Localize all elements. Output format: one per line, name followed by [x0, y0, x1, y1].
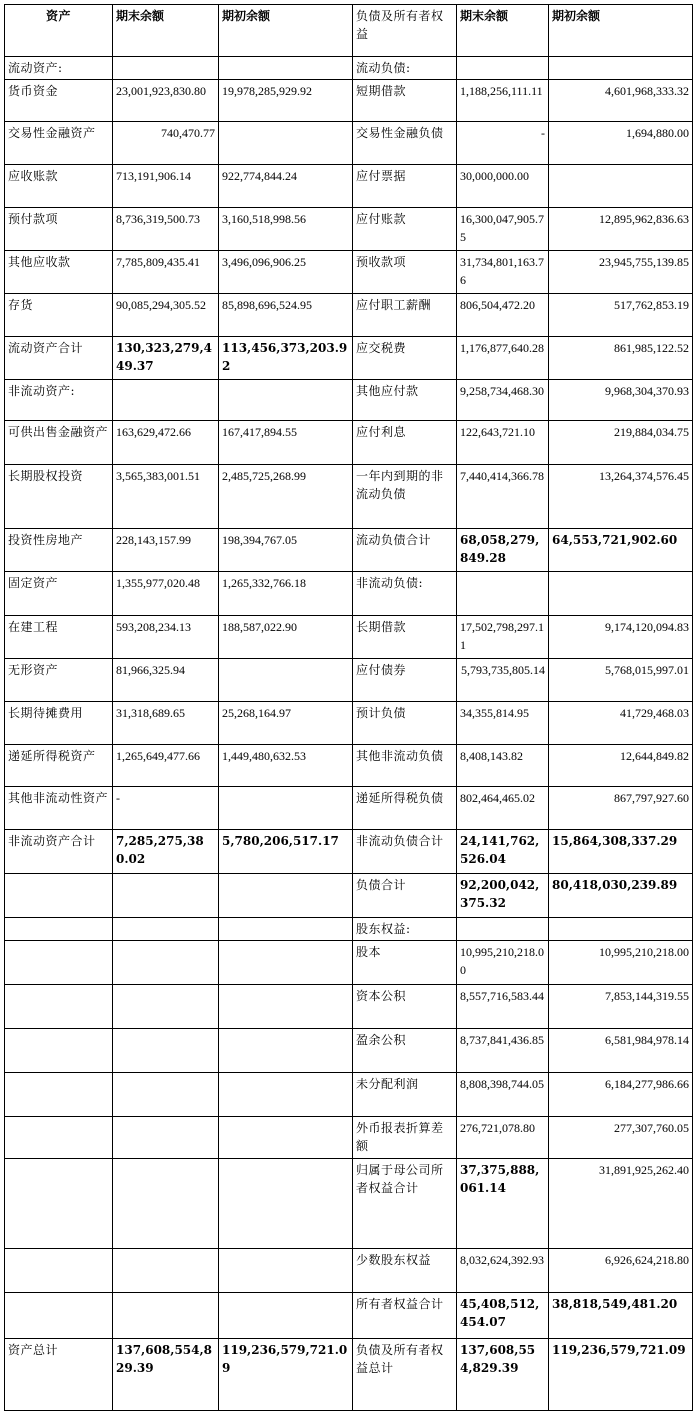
table-row	[5, 380, 693, 421]
liability-opening-cell: 12,644,849.82	[549, 745, 693, 787]
liability-item-cell: 预收款项	[353, 251, 457, 294]
liability-closing-cell	[457, 57, 549, 80]
liability-opening-cell: 6,184,277,986.66	[549, 1073, 693, 1117]
table-row	[5, 702, 693, 745]
table-row	[5, 529, 693, 572]
table-row	[5, 122, 693, 165]
liability-closing-cell: 92,200,042,375.32	[457, 874, 549, 918]
liability-opening-cell: 5,768,015,997.01	[549, 659, 693, 702]
table-row	[5, 918, 693, 941]
asset-closing-cell: 7,285,275,380.02	[113, 830, 219, 874]
asset-closing-cell	[113, 918, 219, 941]
liability-item-cell: 应付职工薪酬	[353, 294, 457, 337]
asset-closing-cell: 81,966,325.94	[113, 659, 219, 702]
liability-closing-cell: 45,408,512,454.07	[457, 1293, 549, 1339]
liability-closing-cell: 34,355,814.95	[457, 702, 549, 745]
asset-closing-cell: 593,208,234.13	[113, 616, 219, 659]
asset-opening-cell: 19,978,285,929.92	[219, 80, 353, 122]
asset-item-cell: 流动资产:	[5, 57, 113, 80]
asset-item-cell: 非流动资产合计	[5, 830, 113, 874]
asset-opening-cell	[219, 1159, 353, 1249]
liability-closing-cell: 17,502,798,297.11	[457, 616, 549, 659]
liability-closing-cell: 8,032,624,392.93	[457, 1249, 549, 1293]
asset-closing-cell: -	[113, 787, 219, 830]
liability-closing-cell: 24,141,762,526.04	[457, 830, 549, 874]
liability-opening-cell: 867,797,927.60	[549, 787, 693, 830]
asset-closing-cell: 1,265,649,477.66	[113, 745, 219, 787]
liability-item-cell: 资本公积	[353, 985, 457, 1029]
asset-opening-cell	[219, 122, 353, 165]
asset-opening-cell	[219, 985, 353, 1029]
asset-item-cell: 交易性金融资产	[5, 122, 113, 165]
liability-item-cell: 应付票据	[353, 165, 457, 208]
asset-item-cell: 存货	[5, 294, 113, 337]
liability-item-cell: 预计负债	[353, 702, 457, 745]
asset-item-cell: 货币资金	[5, 80, 113, 122]
table-row	[5, 1339, 693, 1411]
liability-opening-cell: 80,418,030,239.89	[549, 874, 693, 918]
asset-opening-cell: 167,417,894.55	[219, 421, 353, 465]
liability-closing-cell: 1,176,877,640.28	[457, 337, 549, 380]
liability-item-cell: 盈余公积	[353, 1029, 457, 1073]
liability-closing-cell: 122,643,721.10	[457, 421, 549, 465]
asset-closing-cell	[113, 1029, 219, 1073]
asset-item-cell: 固定资产	[5, 572, 113, 616]
asset-item-cell	[5, 1117, 113, 1159]
asset-closing-cell	[113, 1293, 219, 1339]
liability-item-cell: 流动负债合计	[353, 529, 457, 572]
asset-item-cell: 递延所得税资产	[5, 745, 113, 787]
liability-opening-cell: 4,601,968,333.32	[549, 80, 693, 122]
liability-item-cell: 交易性金融负债	[353, 122, 457, 165]
header-row	[5, 5, 693, 57]
liability-item-cell: 应付账款	[353, 208, 457, 251]
liability-item-cell: 短期借款	[353, 80, 457, 122]
asset-item-cell: 在建工程	[5, 616, 113, 659]
asset-item-cell	[5, 874, 113, 918]
asset-closing-cell	[113, 874, 219, 918]
table-row	[5, 985, 693, 1029]
table-row	[5, 1159, 693, 1249]
table-row	[5, 941, 693, 985]
asset-closing-cell	[113, 1073, 219, 1117]
liability-opening-cell: 277,307,760.05	[549, 1117, 693, 1159]
liability-closing-cell	[457, 918, 549, 941]
asset-closing-cell	[113, 57, 219, 80]
liability-opening-cell: 9,968,304,370.93	[549, 380, 693, 421]
asset-opening-cell	[219, 918, 353, 941]
liability-item-cell: 递延所得税负债	[353, 787, 457, 830]
asset-opening-cell: 113,456,373,203.92	[219, 337, 353, 380]
table-row	[5, 745, 693, 787]
table-row	[5, 421, 693, 465]
asset-opening-cell	[219, 1029, 353, 1073]
asset-item-cell: 应收账款	[5, 165, 113, 208]
liability-opening-cell	[549, 57, 693, 80]
liability-opening-cell: 119,236,579,721.09	[549, 1339, 693, 1411]
liability-item-cell: 负债及所有者权益总计	[353, 1339, 457, 1411]
liability-closing-cell: -	[457, 122, 549, 165]
table-row	[5, 874, 693, 918]
liability-opening-cell: 6,581,984,978.14	[549, 1029, 693, 1073]
table-row	[5, 251, 693, 294]
asset-closing-cell	[113, 941, 219, 985]
asset-opening-cell	[219, 57, 353, 80]
asset-closing-cell	[113, 380, 219, 421]
liability-opening-cell: 12,895,962,836.63	[549, 208, 693, 251]
asset-opening-cell: 1,449,480,632.53	[219, 745, 353, 787]
liability-closing-cell: 10,995,210,218.00	[457, 941, 549, 985]
header-opening-balance: 期初余额	[219, 5, 353, 57]
liability-item-cell: 未分配利润	[353, 1073, 457, 1117]
liability-item-cell: 非流动负债:	[353, 572, 457, 616]
asset-item-cell	[5, 918, 113, 941]
asset-closing-cell: 713,191,906.14	[113, 165, 219, 208]
liability-opening-cell: 38,818,549,481.20	[549, 1293, 693, 1339]
asset-closing-cell: 7,785,809,435.41	[113, 251, 219, 294]
liability-opening-cell: 10,995,210,218.00	[549, 941, 693, 985]
asset-closing-cell	[113, 985, 219, 1029]
asset-opening-cell: 2,485,725,268.99	[219, 465, 353, 529]
liability-item-cell: 应交税费	[353, 337, 457, 380]
liability-opening-cell: 7,853,144,319.55	[549, 985, 693, 1029]
asset-opening-cell	[219, 1293, 353, 1339]
liability-item-cell: 其他非流动负债	[353, 745, 457, 787]
asset-closing-cell: 23,001,923,830.80	[113, 80, 219, 122]
header-opening-balance-2: 期初余额	[549, 5, 693, 57]
liability-closing-cell: 8,557,716,583.44	[457, 985, 549, 1029]
liability-closing-cell: 1,188,256,111.11	[457, 80, 549, 122]
asset-item-cell: 资产总计	[5, 1339, 113, 1411]
liability-opening-cell: 9,174,120,094.83	[549, 616, 693, 659]
asset-opening-cell: 5,780,206,517.17	[219, 830, 353, 874]
asset-opening-cell	[219, 659, 353, 702]
liability-closing-cell: 806,504,472.20	[457, 294, 549, 337]
asset-opening-cell	[219, 1117, 353, 1159]
liability-closing-cell: 802,464,465.02	[457, 787, 549, 830]
header-closing-balance-2: 期末余额	[457, 5, 549, 57]
asset-opening-cell: 25,268,164.97	[219, 702, 353, 745]
table-row	[5, 572, 693, 616]
asset-item-cell	[5, 1159, 113, 1249]
asset-opening-cell: 119,236,579,721.09	[219, 1339, 353, 1411]
asset-item-cell	[5, 985, 113, 1029]
liability-item-cell: 非流动负债合计	[353, 830, 457, 874]
asset-closing-cell	[113, 1249, 219, 1293]
asset-closing-cell: 1,355,977,020.48	[113, 572, 219, 616]
asset-opening-cell	[219, 380, 353, 421]
liability-closing-cell: 137,608,554,829.39	[457, 1339, 549, 1411]
table-row	[5, 1029, 693, 1073]
asset-opening-cell	[219, 874, 353, 918]
table-row	[5, 337, 693, 380]
asset-closing-cell: 740,470.77	[113, 122, 219, 165]
liability-opening-cell: 41,729,468.03	[549, 702, 693, 745]
liability-closing-cell: 9,258,734,468.30	[457, 380, 549, 421]
asset-opening-cell	[219, 1249, 353, 1293]
asset-closing-cell: 228,143,157.99	[113, 529, 219, 572]
liability-item-cell: 外币报表折算差额	[353, 1117, 457, 1159]
asset-opening-cell: 3,496,096,906.25	[219, 251, 353, 294]
liability-opening-cell: 219,884,034.75	[549, 421, 693, 465]
asset-item-cell: 流动资产合计	[5, 337, 113, 380]
table-row	[5, 1073, 693, 1117]
table-row	[5, 616, 693, 659]
liability-opening-cell: 1,694,880.00	[549, 122, 693, 165]
table-row	[5, 1249, 693, 1293]
liability-opening-cell: 861,985,122.52	[549, 337, 693, 380]
liability-closing-cell: 31,734,801,163.76	[457, 251, 549, 294]
asset-item-cell	[5, 941, 113, 985]
liability-item-cell: 一年内到期的非流动负债	[353, 465, 457, 529]
asset-item-cell	[5, 1029, 113, 1073]
balance-sheet-table	[4, 4, 693, 1411]
table-row	[5, 830, 693, 874]
liability-closing-cell	[457, 572, 549, 616]
asset-item-cell: 可供出售金融资产	[5, 421, 113, 465]
asset-closing-cell	[113, 1159, 219, 1249]
liability-item-cell: 所有者权益合计	[353, 1293, 457, 1339]
liability-opening-cell: 6,926,624,218.80	[549, 1249, 693, 1293]
asset-closing-cell: 137,608,554,829.39	[113, 1339, 219, 1411]
asset-opening-cell	[219, 1073, 353, 1117]
asset-opening-cell: 1,265,332,766.18	[219, 572, 353, 616]
liability-closing-cell: 16,300,047,905.75	[457, 208, 549, 251]
liability-closing-cell: 37,375,888,061.14	[457, 1159, 549, 1249]
asset-closing-cell: 163,629,472.66	[113, 421, 219, 465]
liability-item-cell: 流动负债:	[353, 57, 457, 80]
liability-closing-cell: 30,000,000.00	[457, 165, 549, 208]
asset-opening-cell: 922,774,844.24	[219, 165, 353, 208]
asset-opening-cell: 85,898,696,524.95	[219, 294, 353, 337]
liability-opening-cell: 517,762,853.19	[549, 294, 693, 337]
header-liabilities-equity: 负债及所有者权益	[353, 5, 457, 57]
asset-item-cell: 投资性房地产	[5, 529, 113, 572]
asset-opening-cell	[219, 941, 353, 985]
liability-closing-cell: 8,737,841,436.85	[457, 1029, 549, 1073]
asset-opening-cell: 188,587,022.90	[219, 616, 353, 659]
liability-item-cell: 股本	[353, 941, 457, 985]
asset-item-cell	[5, 1073, 113, 1117]
asset-item-cell	[5, 1249, 113, 1293]
liability-closing-cell: 8,408,143.82	[457, 745, 549, 787]
asset-item-cell: 长期股权投资	[5, 465, 113, 529]
asset-item-cell: 非流动资产:	[5, 380, 113, 421]
liability-opening-cell: 15,864,308,337.29	[549, 830, 693, 874]
liability-closing-cell: 8,808,398,744.05	[457, 1073, 549, 1117]
liability-item-cell: 长期借款	[353, 616, 457, 659]
asset-opening-cell: 3,160,518,998.56	[219, 208, 353, 251]
asset-closing-cell	[113, 1117, 219, 1159]
liability-opening-cell	[549, 572, 693, 616]
asset-opening-cell: 198,394,767.05	[219, 529, 353, 572]
table-row	[5, 465, 693, 529]
table-row	[5, 165, 693, 208]
header-closing-balance: 期末余额	[113, 5, 219, 57]
asset-closing-cell: 90,085,294,305.52	[113, 294, 219, 337]
table-row	[5, 80, 693, 122]
liability-closing-cell: 68,058,279,849.28	[457, 529, 549, 572]
asset-closing-cell: 130,323,279,449.37	[113, 337, 219, 380]
liability-opening-cell: 23,945,755,139.85	[549, 251, 693, 294]
liability-opening-cell: 31,891,925,262.40	[549, 1159, 693, 1249]
asset-closing-cell: 3,565,383,001.51	[113, 465, 219, 529]
liability-item-cell: 归属于母公司所者权益合计	[353, 1159, 457, 1249]
table-row	[5, 1117, 693, 1159]
asset-item-cell: 预付款项	[5, 208, 113, 251]
asset-item-cell	[5, 1293, 113, 1339]
liability-item-cell: 应付利息	[353, 421, 457, 465]
asset-closing-cell: 8,736,319,500.73	[113, 208, 219, 251]
asset-item-cell: 长期待摊费用	[5, 702, 113, 745]
liability-opening-cell	[549, 165, 693, 208]
liability-closing-cell: 5,793,735,805.14	[457, 659, 549, 702]
liability-opening-cell: 64,553,721,902.60	[549, 529, 693, 572]
table-row	[5, 294, 693, 337]
liability-item-cell: 负债合计	[353, 874, 457, 918]
asset-opening-cell	[219, 787, 353, 830]
liability-opening-cell: 13,264,374,576.45	[549, 465, 693, 529]
table-row	[5, 659, 693, 702]
table-row	[5, 208, 693, 251]
liability-item-cell: 股东权益:	[353, 918, 457, 941]
liability-item-cell: 其他应付款	[353, 380, 457, 421]
table-row	[5, 57, 693, 80]
asset-item-cell: 其他应收款	[5, 251, 113, 294]
liability-opening-cell	[549, 918, 693, 941]
table-row	[5, 787, 693, 830]
liability-closing-cell: 7,440,414,366.78	[457, 465, 549, 529]
liability-item-cell: 应付债券	[353, 659, 457, 702]
asset-item-cell: 其他非流动性资产	[5, 787, 113, 830]
asset-closing-cell: 31,318,689.65	[113, 702, 219, 745]
liability-closing-cell: 276,721,078.80	[457, 1117, 549, 1159]
header-assets: 资产	[5, 5, 113, 57]
liability-item-cell: 少数股东权益	[353, 1249, 457, 1293]
asset-item-cell: 无形资产	[5, 659, 113, 702]
table-row	[5, 1293, 693, 1339]
